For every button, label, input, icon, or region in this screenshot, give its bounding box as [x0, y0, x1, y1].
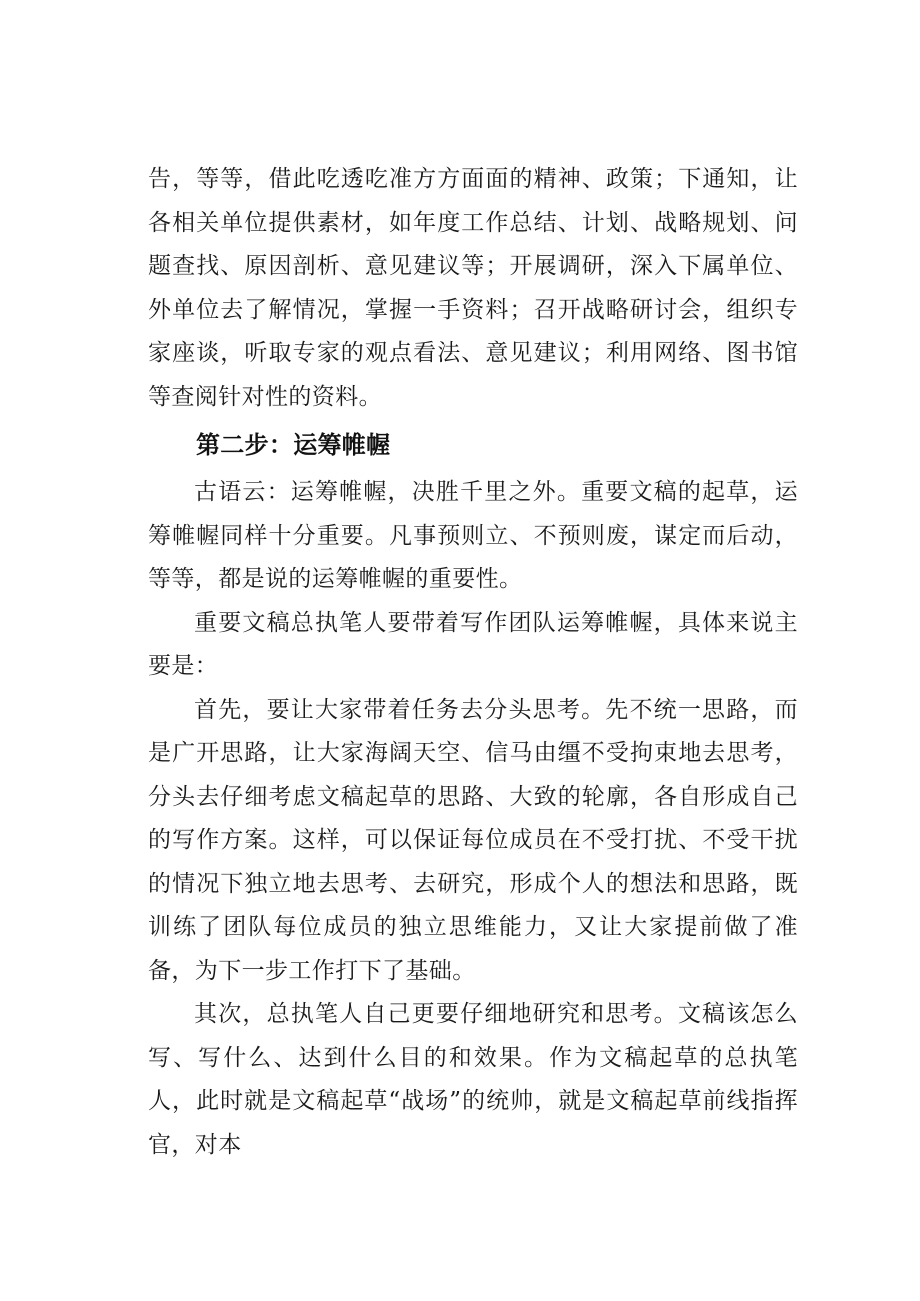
- paragraph-lead-writer-planning: 重要文稿总执笔人要带着写作团队运筹帷幄，具体来说主要是：: [148, 609, 798, 679]
- paragraph-first-independent-thinking: 首先，要让大家带着任务去分头思考。先不统一思路，而是广开思路，让大家海阔天空、信马由缰不受拘束地去思考，分头去仔细考虑文稿起草的思路、大致的轮廓，各自形成自己的写作方案。这样，可以保证每位成员在不受打扰、不受干扰的情况下独立地去思考、去研究，形成个人的想法和思路，既训练了团队每位成员的独立思维能力，又让大家提前做了准备，为下一步工作打下了基础。: [148, 696, 798, 984]
- section-heading-step-two: 第二步：运筹帷幄: [196, 431, 391, 459]
- document-body: [148, 158, 798, 1167]
- paragraph-continued-research: 告，等等，借此吃透吃准方方面面的精神、政策；下通知，让各相关单位提供素材，如年度工作总结、计划、战略规划、问题查找、原因剖析、意见建议等；开展调研，深入下属单位、外单位去了解情况，掌握一手资料；召开战略研讨会，组织专家座谈，听取专家的观点看法、意见建议；利用网络、图书馆等查阅针对性的资料。: [148, 166, 798, 410]
- paragraph-ancient-saying: 古语云：运筹帷幄，决胜千里之外。重要文稿的起草，运筹帷幄同样十分重要。凡事预则立、不预则废，谋定而后动，等等，都是说的运筹帷幄的重要性。: [148, 479, 798, 592]
- paragraph-second-lead-writer-research: 其次，总执笔人自己更要仔细地研究和思考。文稿该怎么写、写什么、达到什么目的和效果。作为文稿起草的总执笔人，此时就是文稿起草“战场”的统帅，就是文稿起草前线指挥官，对本: [148, 1001, 798, 1158]
